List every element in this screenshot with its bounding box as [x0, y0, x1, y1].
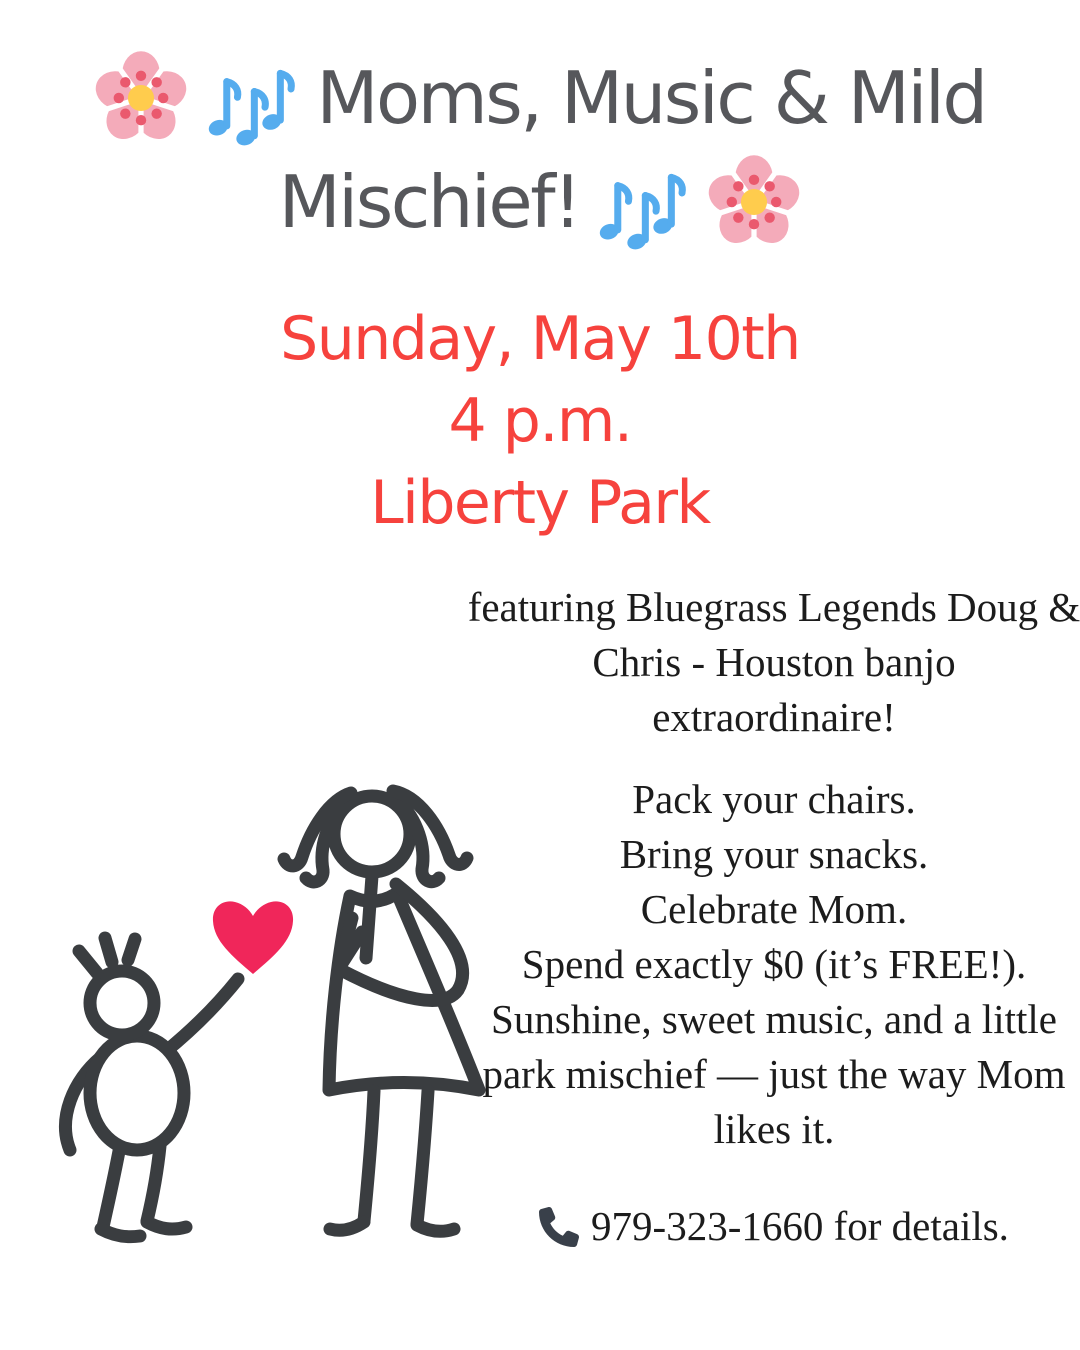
title-line-1: [0, 44, 1080, 152]
phone-icon: [539, 1207, 579, 1247]
checklist-item: Bring your snacks.: [619, 831, 929, 877]
schedule-block: [0, 298, 1080, 544]
music-notes-icon: [200, 56, 304, 150]
music-notes-icon: [591, 160, 695, 254]
checklist-item: Pack your chairs.: [632, 776, 916, 822]
phone-row: [466, 1199, 1080, 1254]
checklist: [466, 772, 1080, 992]
mom-child-illustration: [20, 758, 500, 1260]
event-location: Liberty Park: [370, 468, 710, 538]
heart-icon: [213, 901, 293, 974]
event-time: 4 p.m.: [448, 386, 632, 456]
checklist-item: Spend exactly $0 (it’s FREE!).: [521, 941, 1027, 987]
title-line-2: [0, 148, 1080, 256]
cherry-blossom-icon: [707, 155, 801, 249]
info-column: [466, 580, 1080, 1254]
title-text-line2: Mischief!: [278, 160, 580, 244]
checklist-item: Celebrate Mom.: [640, 886, 908, 932]
title-block: [0, 44, 1080, 256]
vibe-text: Sunshine, sweet music, and a little park mischief — just the way Mom likes it.: [482, 996, 1066, 1152]
event-date: Sunday, May 10th: [280, 304, 800, 374]
cherry-blossom-icon: [94, 51, 188, 145]
title-text-line1: Moms, Music & Mild: [316, 56, 986, 140]
phone-text: 979-323-1660 for details.: [591, 1203, 1009, 1249]
child-stick-figure: [66, 938, 238, 1237]
mom-stick-figure: [284, 791, 479, 1231]
featuring-text: featuring Bluegrass Legends Doug & Chris - Houston banjo extraordinaire!: [467, 584, 1080, 740]
